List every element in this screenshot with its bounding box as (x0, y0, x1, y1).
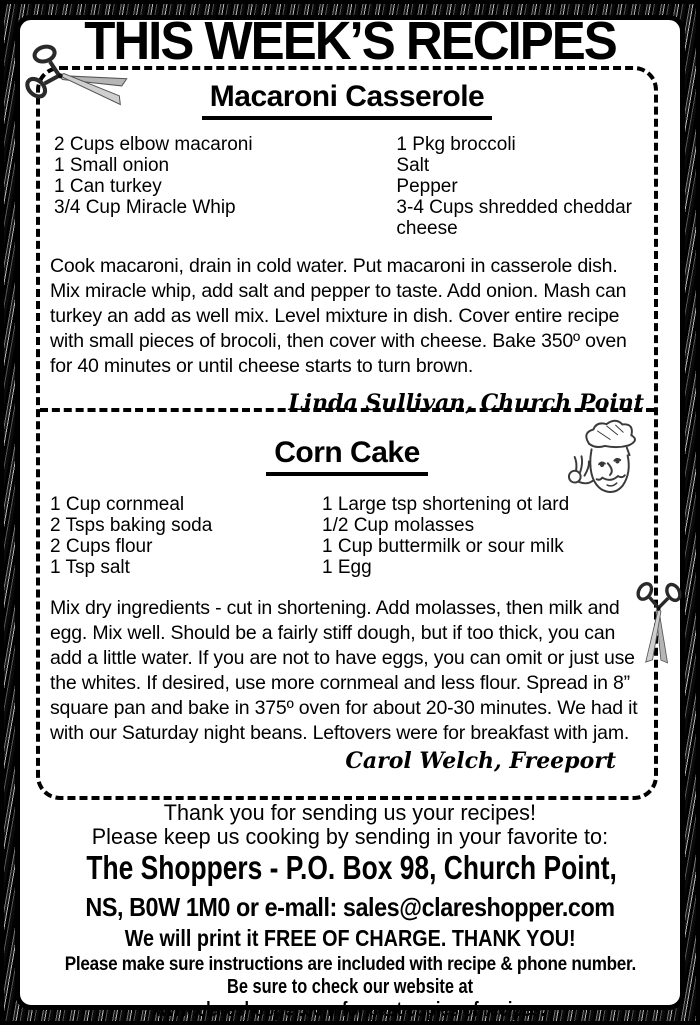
scissors-icon (632, 580, 685, 666)
recipe-macaroni-casserole (40, 70, 654, 416)
recipe-page (15, 10, 685, 1021)
recipe-title-corn-cake: Corn Cake (40, 436, 654, 476)
ingredient-column-left (50, 494, 322, 578)
ingredient-item: 1/2 Cup molasses (322, 515, 475, 536)
ingredient-column-right (396, 134, 654, 239)
ingredient-item: 1 Small onion (54, 155, 170, 176)
recipe-cutout-box (36, 66, 658, 800)
footer-keep-cooking-line: Please keep us cooking by sending in your favorite to: (91, 824, 609, 849)
footer-thanks-line: Thank you for sending us your recipes! (163, 800, 537, 825)
ingredient-item: 2 Tsps baking soda (50, 515, 213, 536)
ingredient-item: 3-4 Cups shredded cheddar cheese (396, 197, 632, 239)
ingredient-item: 1 Pkg broccoli (396, 134, 516, 155)
chef-icon (557, 414, 654, 517)
recipe-instructions: Cook macaroni, drain in cold water. Put macaroni in casserole dish. Mix miracle whip, add salt and pepper to taste. Add onion. Mash can turkey an add as well mix. Level mixture in dish. Cover entire recipe with small pieces of brocoli, then cover with cheese. Bake 350º oven for 40 minutes or until cheese starts to turn brown. (50, 255, 627, 377)
ingredient-item: 3/4 Cup Miracle Whip (54, 197, 236, 218)
footer-website-line2: www.clareshopper.com for past copies of recipes. (154, 999, 546, 1021)
ingredient-item: 1 Can turkey (54, 176, 162, 197)
recipe-instructions: Mix dry ingredients - cut in shortening. Add molasses, then milk and egg. Mix well. Should be a fairly stiff dough, but if too thick, you can add a little water. If you are not to have eggs, you can omit or just use the whites. If desired, use more cornmeal and less flour. Spread in 8” square pan and bake in 375º oven for about 20-30 minutes. We had it with our Saturday night beans. Leftovers were for breakfast with jam. (50, 597, 638, 744)
recipe-corn-cake (40, 412, 654, 796)
ingredient-column-left (54, 134, 396, 239)
ingredient-item: 2 Cups flour (50, 536, 153, 557)
ingredient-item: 1 Cup cornmeal (50, 494, 185, 515)
ingredient-item: Salt (396, 155, 430, 176)
ingredient-columns (40, 134, 654, 239)
ingredient-item: 1 Large tsp shortening ot lard (322, 494, 570, 515)
footer (20, 801, 680, 1023)
footer-instructions-note: Please make sure instructions are included with recipe & phone number. (64, 954, 636, 975)
ingredient-item: 1 Egg (322, 557, 372, 578)
recipe-title-macaroni: Macaroni Casserole (40, 80, 654, 120)
recipe-attribution: Carol Welch, Freeport (345, 748, 616, 774)
footer-free-of-charge-line: We will print it FREE OF CHARGE. THANK YOU! (124, 925, 576, 951)
footer-address-line2: NS, B0W 1M0 or e-mall: sales@clareshopper.com (85, 892, 615, 922)
ingredient-item: 2 Cups elbow macaroni (54, 134, 253, 155)
recipe-attribution: Linda Sullivan, Church Point (288, 390, 644, 416)
ingredient-item: 1 Cup buttermilk or sour milk (322, 536, 564, 557)
ingredient-item: Pepper (396, 176, 458, 197)
ingredient-columns (40, 494, 654, 578)
page-title: THIS WEEK’S RECIPES (84, 10, 616, 71)
ingredient-item: 1 Tsp salt (50, 557, 130, 578)
footer-address-line1: The Shoppers - P.O. Box 98, Church Point, (86, 849, 617, 886)
footer-website-line1: Be sure to check our website at (226, 976, 474, 998)
